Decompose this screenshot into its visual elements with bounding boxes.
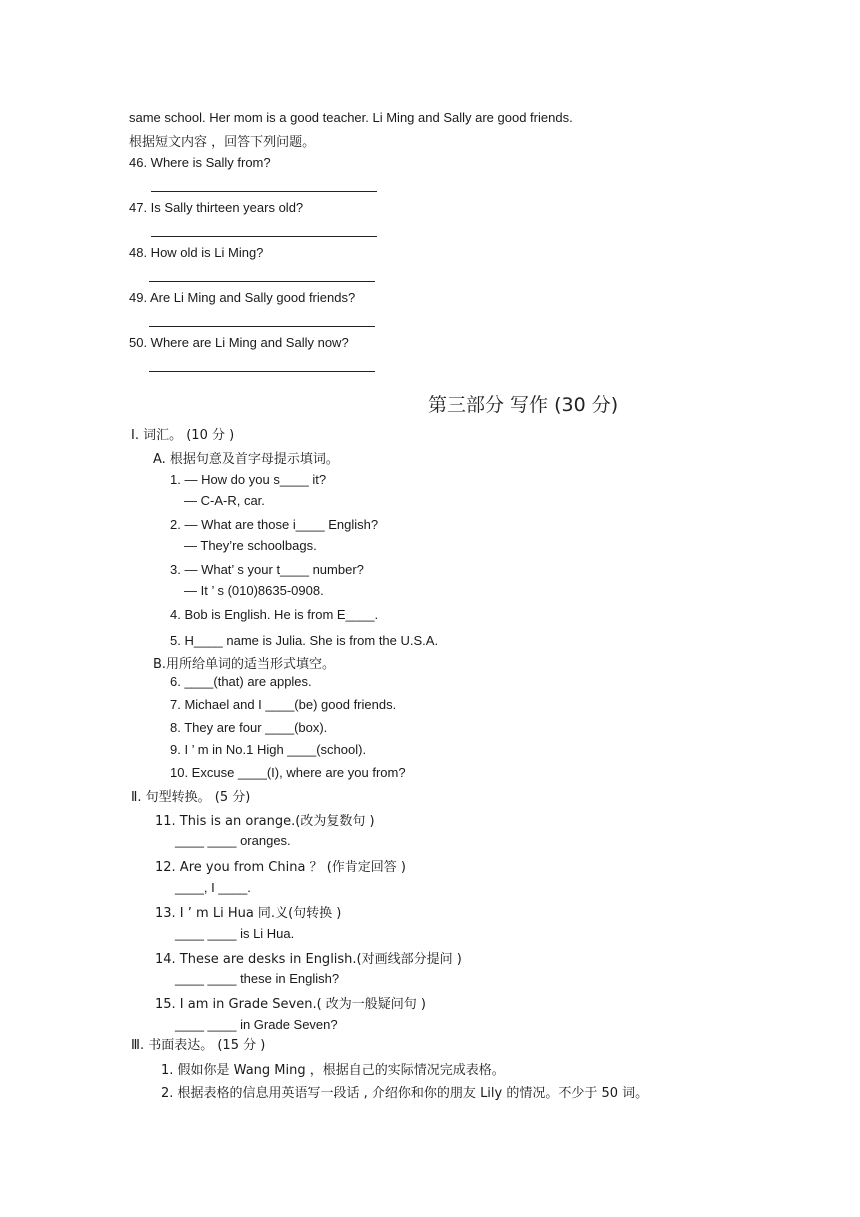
writing-header: Ⅲ. 书面表达。 (15 分 )	[131, 1038, 266, 1053]
transform-header: Ⅱ. 句型转换。 (5 分)	[131, 790, 251, 805]
reading-instruction: 根据短文内容 ，回答下列问题。	[129, 135, 316, 150]
vocab-a-title: A. 根据句意及首字母提示填词。	[153, 452, 339, 467]
vocab-item-6: 6. ____(that) are apples.	[170, 674, 312, 689]
vocab-item-9: 9. I ’ m in No.1 High ____(school).	[170, 742, 367, 757]
transform-item-14-answer: ____ ____ these in English?	[175, 971, 340, 986]
vocab-item-7: 7. Michael and I ____(be) good friends.	[170, 697, 397, 712]
question-46: 46. Where is Sally from?	[129, 155, 271, 170]
transform-item-13-answer: ____ ____ is Li Hua.	[175, 926, 295, 941]
question-49: 49. Are Li Ming and Sally good friends?	[129, 290, 356, 305]
transform-item-14: 14. These are desks in English.(对画线部分提问 )	[155, 952, 462, 967]
transform-item-11-answer: ____ ____ oranges.	[175, 833, 291, 848]
question-50: 50. Where are Li Ming and Sally now?	[129, 335, 349, 350]
vocab-item-2: 2. — What are those i____ English?	[170, 517, 379, 532]
transform-item-13: 13. I ’ m Li Hua 同.义(句转换 )	[155, 906, 342, 921]
writing-item-1: 1. 假如你是 Wang Ming ，根据自己的实际情况完成表格。	[161, 1063, 505, 1078]
answer-line-49	[149, 326, 375, 327]
answer-line-50	[149, 371, 375, 372]
vocab-item-1: 1. — How do you s____ it?	[170, 472, 327, 487]
transform-item-11: 11. This is an orange.(改为复数句 )	[155, 814, 375, 829]
vocab-item-8: 8. They are four ____(box).	[170, 720, 328, 735]
writing-item-2: 2. 根据表格的信息用英语写一段话 , 介绍你和你的朋友 Lily 的情况。不少于 50 词。	[161, 1086, 649, 1101]
question-47: 47. Is Sally thirteen years old?	[129, 200, 304, 215]
vocab-item-4: 4. Bob is English. He is from E____.	[170, 607, 379, 622]
transform-item-15-answer: ____ ____ in Grade Seven?	[175, 1017, 338, 1032]
answer-line-46	[151, 191, 377, 192]
vocab-item-10: 10. Excuse ____(I), where are you from?	[170, 765, 406, 780]
vocab-item-5: 5. H____ name is Julia. She is from the U.S.A.	[170, 633, 439, 648]
part3-title: 第三部分 写作 (30 分)	[428, 394, 619, 416]
answer-line-47	[151, 236, 377, 237]
transform-item-12: 12. Are you from China ？ (作肯定回答 )	[155, 860, 406, 875]
vocab-item-3-answer: — It ’ s (010)8635-0908.	[184, 583, 324, 598]
transform-item-15: 15. I am in Grade Seven.( 改为一般疑问句 )	[155, 997, 427, 1012]
vocab-item-2-answer: — They’re schoolbags.	[184, 538, 317, 553]
vocab-item-1-answer: — C-A-R, car.	[184, 493, 265, 508]
vocab-item-3: 3. — What’ s your t____ number?	[170, 562, 364, 577]
vocab-b-title: B.用所给单词的适当形式填空。	[153, 657, 336, 672]
question-48: 48. How old is Li Ming?	[129, 245, 264, 260]
passage-tail: same school. Her mom is a good teacher. Li Ming and Sally are good friends.	[129, 110, 573, 125]
transform-item-12-answer: ____, I ____.	[175, 880, 251, 895]
vocab-header: Ⅰ. 词汇。 (10 分 )	[131, 428, 235, 443]
answer-line-48	[149, 281, 375, 282]
